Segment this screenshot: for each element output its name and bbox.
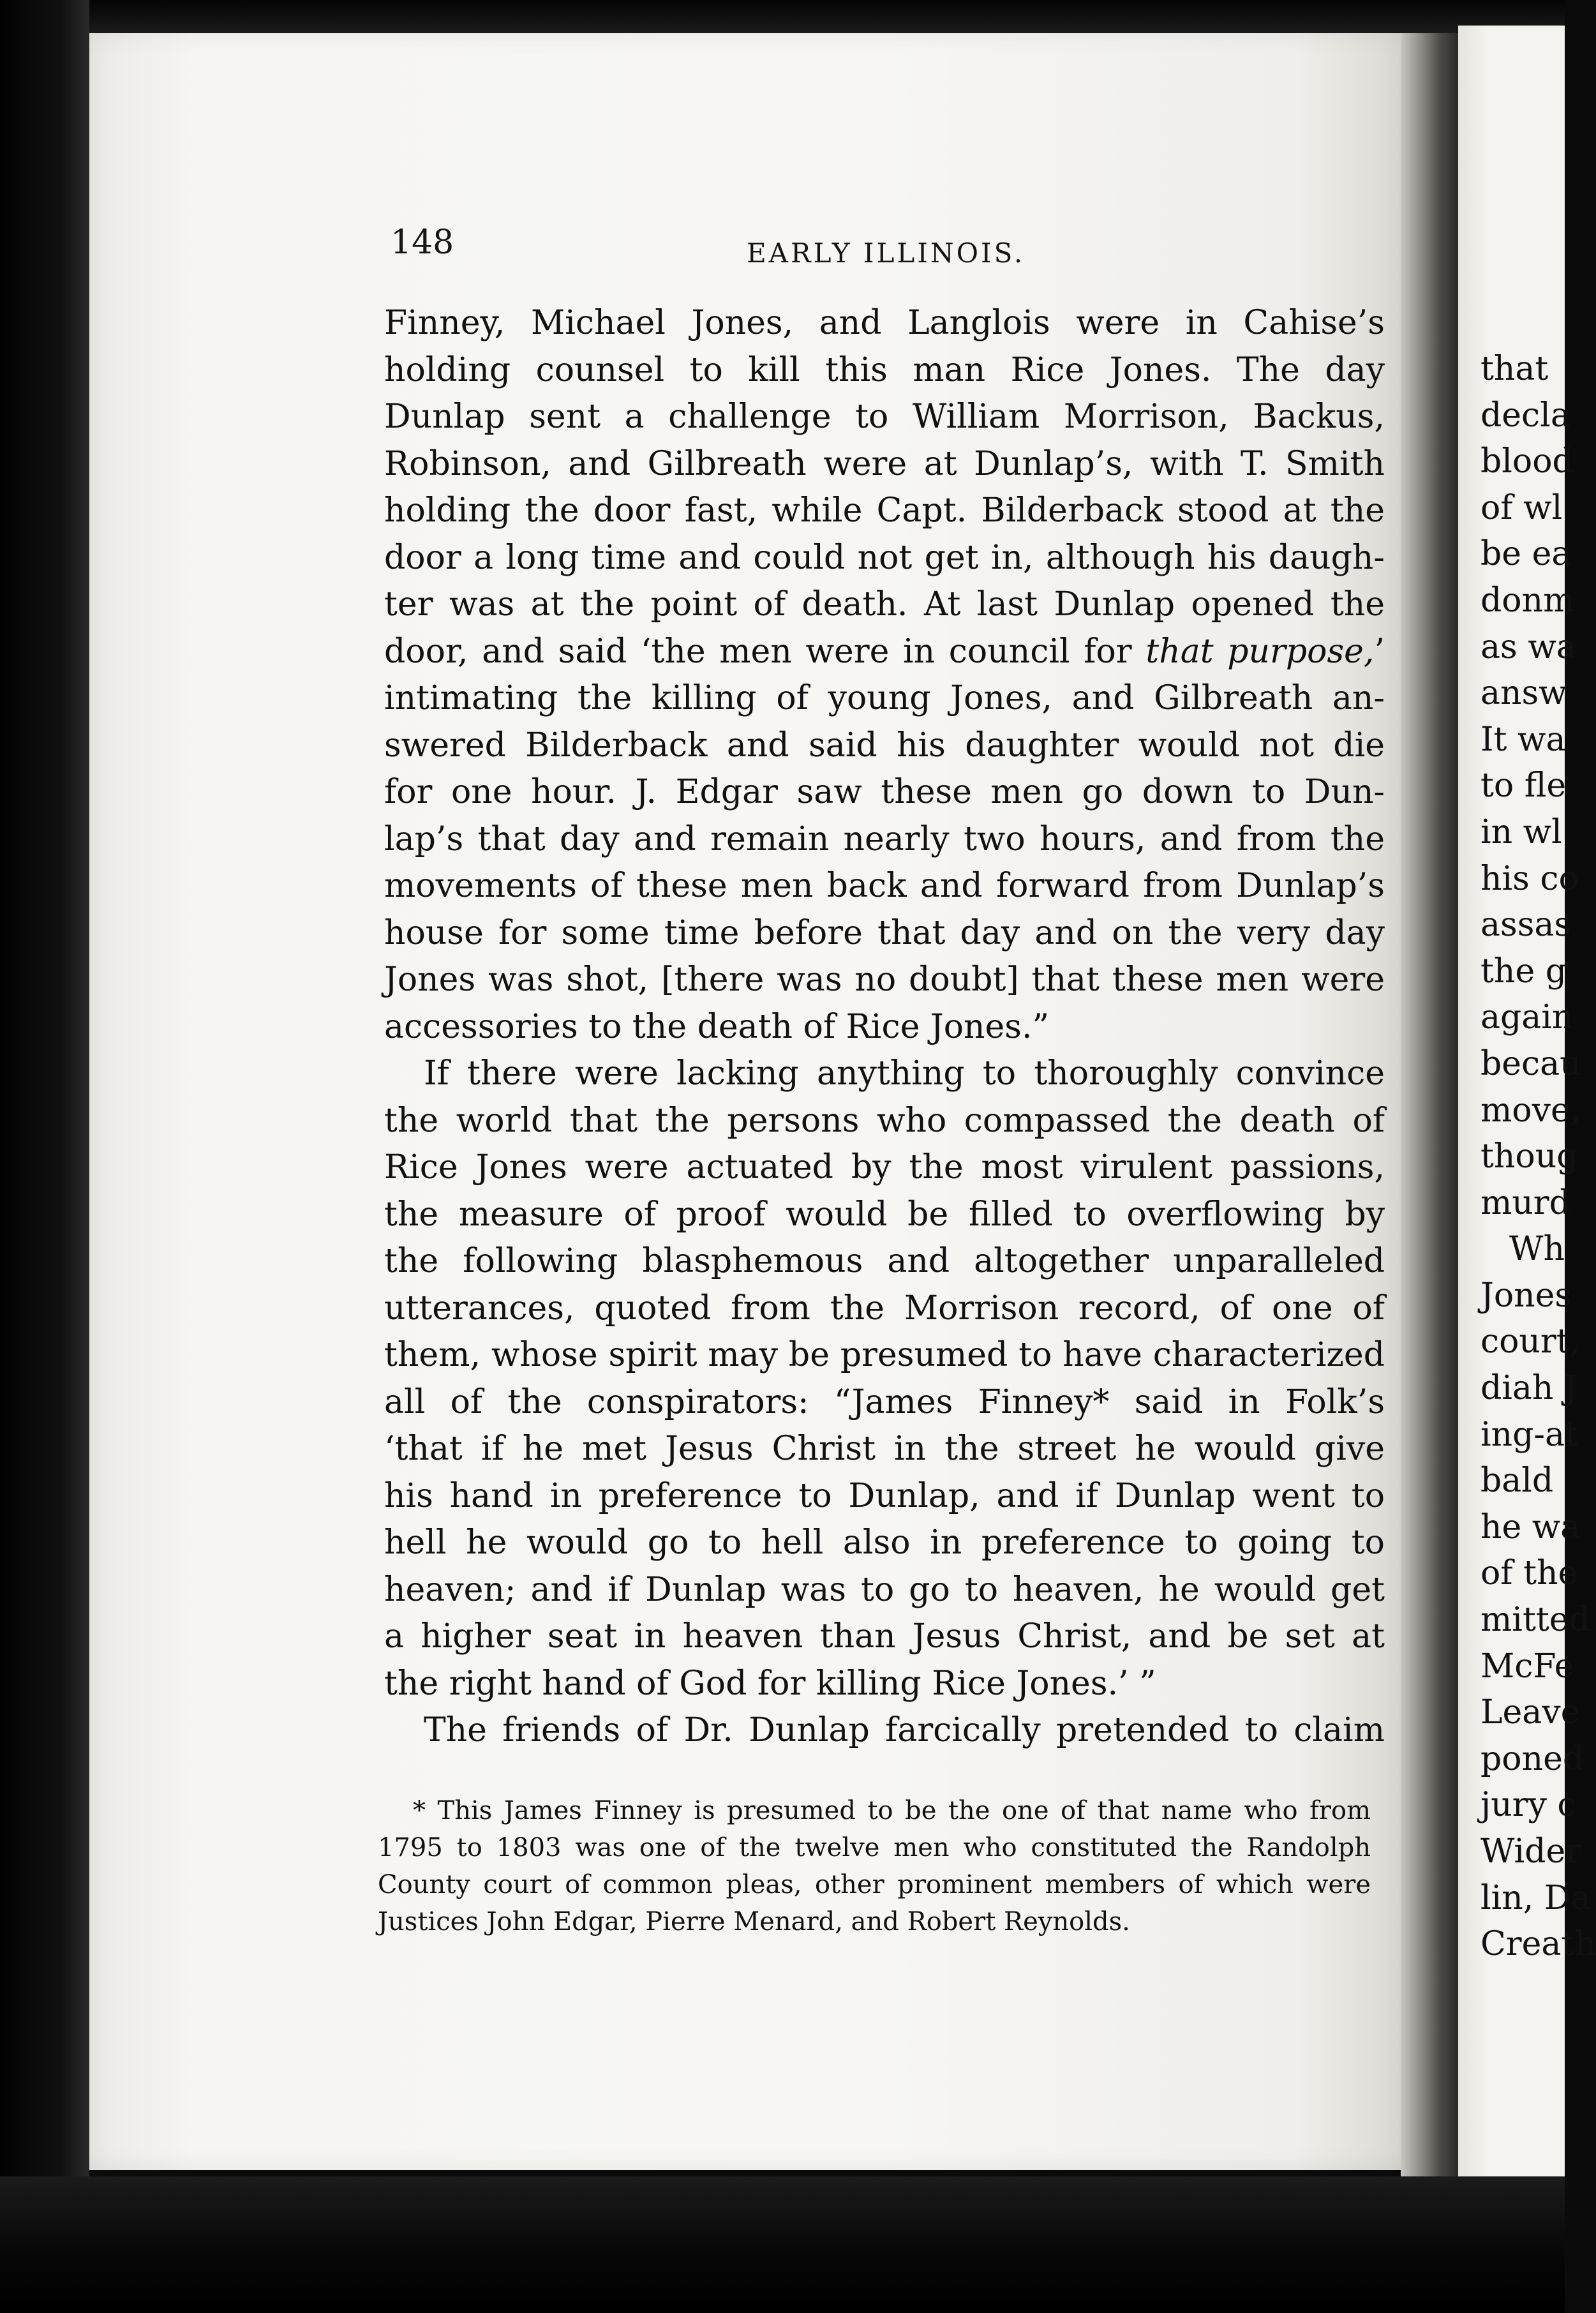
scan-top-edge: [0, 0, 1565, 33]
paragraph-start-line: The friends of Dr. Dunlap farcically pretended to claim: [424, 1711, 1385, 1749]
text-line: Finney, Michael Jones, and Langlois were in Cahise’s: [384, 304, 1385, 342]
right-page-line: decla: [1480, 396, 1570, 435]
right-page-line: thoug: [1480, 1137, 1578, 1176]
text-line: a higher seat in heaven than Jesus Christ, and be set at: [384, 1617, 1385, 1656]
text-line: holding counsel to kill this man Rice Jones. The day: [384, 350, 1385, 389]
text-line: the following blasphemous and altogether unparalleled: [384, 1242, 1385, 1280]
right-page-line: be ea: [1480, 535, 1572, 574]
right-page-line: becau: [1480, 1044, 1581, 1083]
right-page-line: bald: [1480, 1462, 1554, 1501]
right-page-line: to fle: [1480, 767, 1567, 805]
right-page-line: jury c: [1480, 1786, 1576, 1825]
text-line: the world that the persons who compassed the death of: [384, 1101, 1385, 1140]
right-page-line: Wider: [1480, 1832, 1582, 1871]
right-page-line: answ: [1480, 674, 1567, 713]
text-line: all of the conspirators: “James Finney* said in Folk’s: [384, 1382, 1385, 1421]
right-page-line: again: [1480, 998, 1574, 1037]
footnote: [378, 1792, 1371, 1940]
right-page-line: ing-at: [1480, 1415, 1578, 1454]
text-line: the measure of proof would be filled to overflowing by: [384, 1195, 1385, 1234]
right-page-line: Leave: [1480, 1693, 1581, 1732]
text-line: ‘that if he met Jesus Christ in the street he would give: [384, 1430, 1385, 1468]
right-page-line: diah J: [1480, 1369, 1577, 1408]
text-line: lap’s that day and remain nearly two hours, and from the: [384, 820, 1385, 858]
text-line: hell he would go to hell also in preference to going to: [384, 1523, 1385, 1562]
scan-bottom-edge: [0, 2176, 1565, 2313]
text-line: utterances, quoted from the Morrison record, of one of: [384, 1289, 1385, 1328]
body-text: [384, 300, 1385, 1755]
right-page-line: as wa: [1480, 627, 1576, 666]
footnote-line: Justices John Edgar, Pierre Menard, and Robert Reynolds.: [378, 1907, 1130, 1936]
right-page-line: Wh: [1509, 1230, 1565, 1269]
text-line: Jones was shot, [there was no doubt] that these men were: [384, 961, 1385, 999]
right-page-fragment: [1458, 26, 1596, 2176]
footnote-line: 1795 to 1803 was one of the twelve men who constituted the Randolph: [378, 1833, 1371, 1862]
right-page-line: of the: [1480, 1554, 1578, 1593]
text-line: Dunlap sent a challenge to William Morrison, Backus,: [384, 398, 1385, 436]
text-line: for one hour. J. Edgar saw these men go down to Dun-: [384, 773, 1385, 811]
right-page-line: Creath: [1480, 1925, 1596, 1964]
right-page-text: [1480, 346, 1596, 1968]
text-line: accessories to the death of Rice Jones.”: [384, 1007, 1050, 1046]
right-page-line: his co: [1480, 859, 1579, 898]
text-run: ’: [1374, 632, 1385, 671]
right-page-line: lin, Da: [1480, 1878, 1591, 1917]
right-page-line: assas: [1480, 906, 1572, 945]
footnote-line: County court of common pleas, other prominent members of which were: [378, 1870, 1371, 1899]
text-line: swered Bilderback and said his daughter would not die: [384, 726, 1385, 765]
running-head: EARLY ILLINOIS.: [747, 237, 1025, 269]
text-line: ter was at the point of death. At last Dunlap opened the: [384, 585, 1385, 624]
right-page-line: in wl: [1480, 812, 1562, 851]
right-page-line: It wa: [1480, 720, 1566, 759]
footnote-line: * This James Finney is presumed to be the one of that name who from: [413, 1796, 1371, 1825]
right-page-line: blood: [1480, 442, 1574, 481]
text-line: intimating the killing of young Jones, and Gilbreath an-: [384, 679, 1385, 717]
right-page-line: the g: [1480, 952, 1567, 991]
right-page-line: court,: [1480, 1322, 1581, 1361]
text-line: heaven; and if Dunlap was to go to heaven, he would get: [384, 1570, 1385, 1609]
book-gutter: [1401, 33, 1458, 2178]
text-line: Rice Jones were actuated by the most virulent passions,: [384, 1148, 1385, 1186]
text-line: house for some time before that day and on the very day: [384, 913, 1385, 952]
text-line: movements of these men back and forward from Dunlap’s: [384, 867, 1385, 905]
right-page-line: of wl: [1480, 488, 1563, 527]
right-page-line: mitted: [1480, 1601, 1590, 1640]
right-page-line: donm: [1480, 581, 1575, 620]
scan-left-edge: [0, 0, 89, 2313]
text-line: door a long time and could not get in, although his daugh-: [384, 538, 1385, 577]
text-line: them, whose spirit may be presumed to have characterized: [384, 1336, 1385, 1374]
text-line: the right hand of God for killing Rice Jones.’ ”: [384, 1664, 1156, 1703]
right-page-line: that: [1480, 350, 1549, 388]
text-line: Robinson, and Gilbreath were at Dunlap’s, with T. Smith: [384, 444, 1385, 483]
paragraph-start-line: If there were lacking anything to thoroughly convince: [424, 1054, 1385, 1093]
text-line: [384, 629, 1385, 676]
right-page-line: McFe: [1480, 1647, 1574, 1686]
right-page-line: poned: [1480, 1739, 1585, 1778]
right-page-line: murd: [1480, 1183, 1570, 1222]
italic-phrase: that purpose,: [1145, 632, 1375, 671]
right-page-line: move,: [1480, 1091, 1581, 1130]
right-page-line: he wa: [1480, 1508, 1581, 1546]
text-line: his hand in preference to Dunlap, and if Dunlap went to: [384, 1476, 1385, 1515]
text-line: holding the door fast, while Capt. Bilderback stood at the: [384, 491, 1385, 530]
page-number: 148: [391, 223, 454, 262]
text-run: door, and said ‘the men were in council for: [384, 632, 1146, 671]
right-page-line: Jones: [1480, 1276, 1572, 1315]
